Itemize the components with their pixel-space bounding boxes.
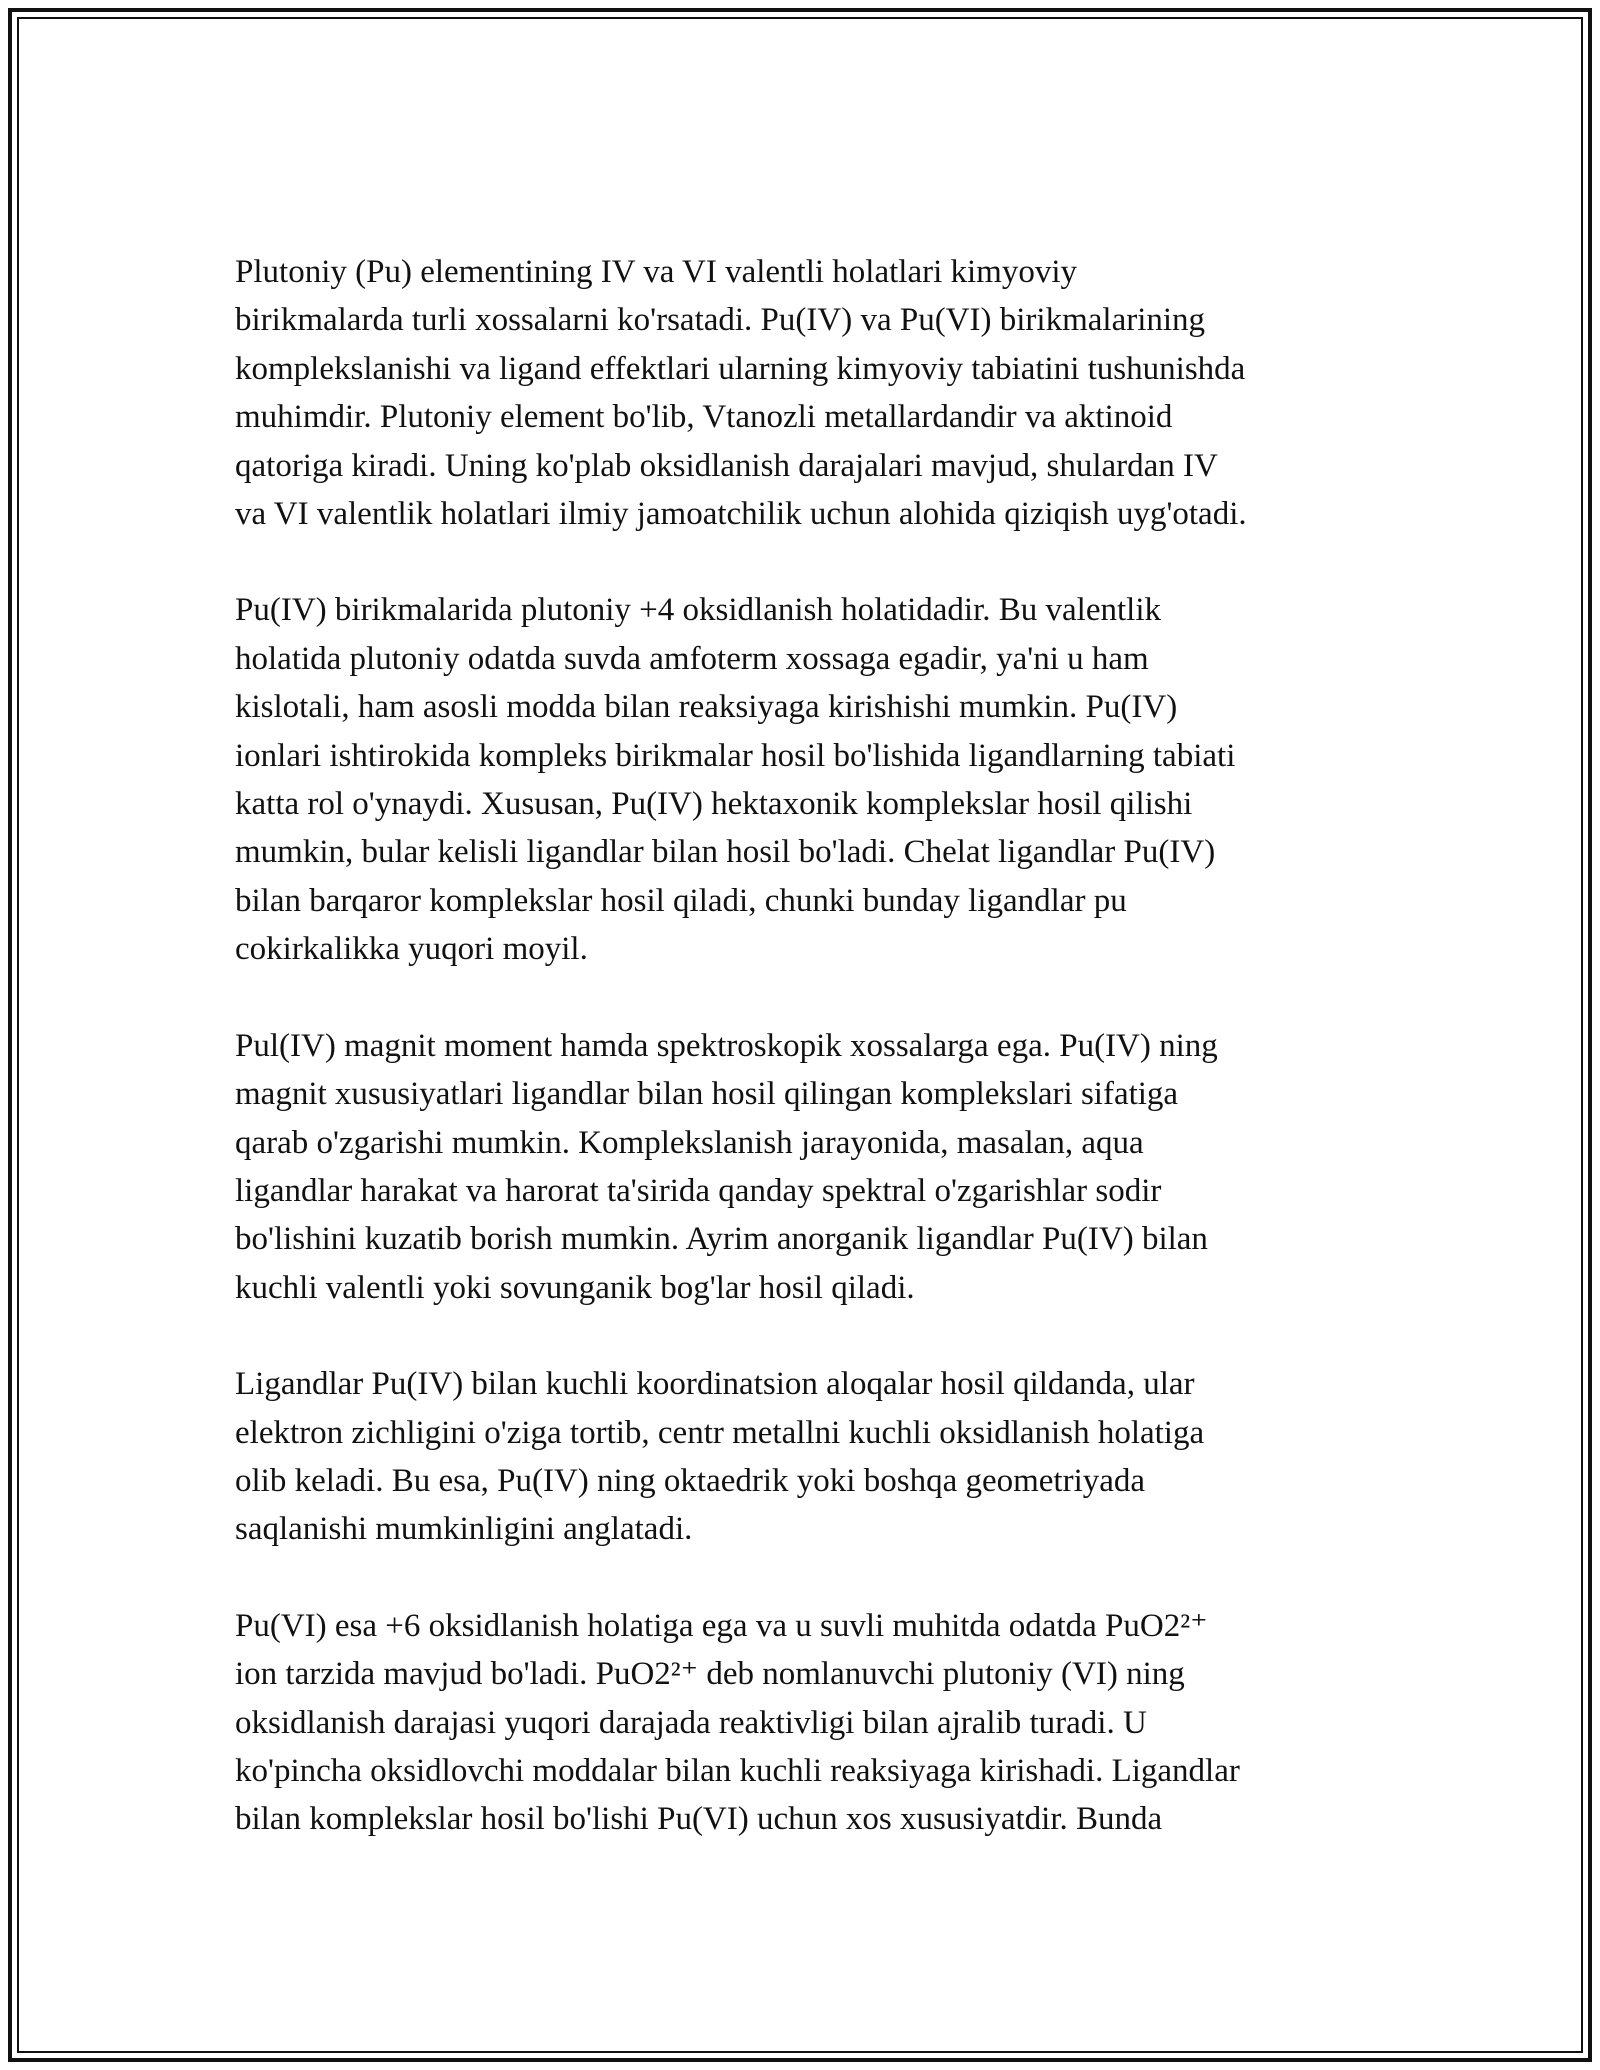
document-body <box>235 248 1375 1892</box>
paragraph-4: Ligandlar Pu(IV) bilan kuchli koordinatsion aloqalar hosil qildanda, ular elektron zichligini o'ziga tortib, centr metallni kuchli oksidlanish holatiga olib keladi. Bu esa, Pu(IV) ning oktaedrik yoki boshqa geometriyada saqlanishi mumkinligini anglatadi. <box>235 1366 1205 1548</box>
paragraph-2: Pu(IV) birikmalarida plutoniy +4 oksidlanish holatidadir. Bu valentlik holatida plutoniy odatda suvda amfoterm xossaga egadir, ya'ni u ham kislotali, ham asosli modda bilan reaksiyaga kirishishi mumkin. Pu(IV) ionlari ishtirokida kompleks birikmalar hosil bo'lishida ligandlarning tabiati katta rol o'ynaydi. Xususan, Pu(IV) hektaxonik komplekslar hosil qilishi mumkin, bular kelisli ligandlar bilan hosil bo'ladi. Chelat ligandlar Pu(IV) bilan barqaror komplekslar hosil qiladi, chunki bunday ligandlar pu cokirkalikka yuqori moyil. <box>235 592 1236 968</box>
paragraph-1: Plutoniy (Pu) elementining IV va VI valentli holatlari kimyoviy birikmalarda turli xossalarni ko'rsatadi. Pu(IV) va Pu(VI) birikmalarining komplekslanishi va ligand effektlari ularning kimyoviy tabiatini tushunishda muhimdir. Plutoniy element bo'lib, Vtanozli metallardandir va aktinoid qatoriga kiradi. Uning ko'plab oksidlanish darajalari mavjud, shulardan IV va VI valentlik holatlari ilmiy jamoatchilik uchun alohida qiziqish uyg'otadi. <box>235 254 1247 533</box>
paragraph-5: Pu(VI) esa +6 oksidlanish holatiga ega va u suvli muhitda odatda PuO2²⁺ ion tarzida mavjud bo'ladi. PuO2²⁺ deb nomlanuvchi plutoniy (VI) ning oksidlanish darajasi yuqori darajada reaktivligi bilan ajralib turadi. U ko'pincha oksidlovchi moddalar bilan kuchli reaksiyaga kirishadi. Ligandlar bilan komplekslar hosil bo'lishi Pu(VI) uchun xos xususiyatdir. Bunda <box>235 1607 1240 1838</box>
paragraph-3: Pul(IV) magnit moment hamda spektroskopik xossalarga ega. Pu(IV) ning magnit xususiyatlari ligandlar bilan hosil qilingan komplekslari sifatiga qarab o'zgarishi mumkin. Komplekslanish jarayonida, masalan, aqua ligandlar harakat va harorat ta'sirida qanday spektral o'zgarishlar sodir bo'lishini kuzatib borish mumkin. Ayrim anorganik ligandlar Pu(IV) bilan kuchli valentli yoki sovunganik bog'lar hosil qiladi. <box>235 1027 1218 1306</box>
